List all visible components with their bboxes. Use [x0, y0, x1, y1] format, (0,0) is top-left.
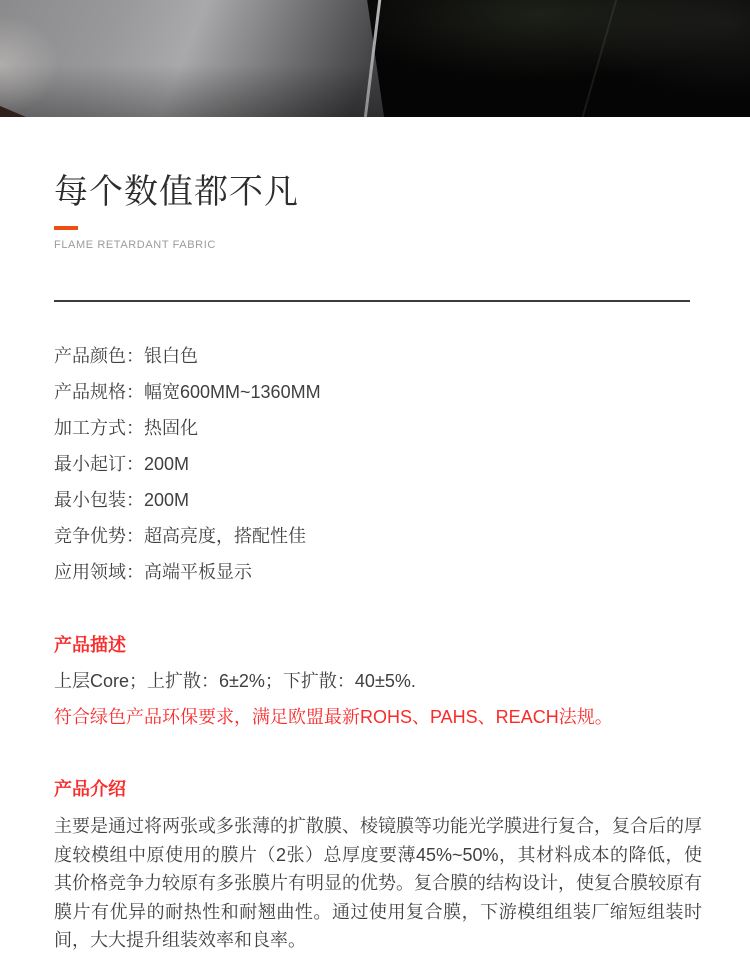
spec-label: 产品规格：: [54, 382, 144, 402]
product-detail-section: [0, 117, 750, 955]
spec-value: 200M: [144, 490, 190, 510]
section-divider: [54, 300, 690, 302]
introduction-heading: 产品介绍: [54, 779, 126, 799]
description-line-2: 符合绿色产品环保要求，满足欧盟最新ROHS、PAHS、REACH法规。: [54, 707, 613, 727]
spec-label: 应用领域：: [54, 562, 144, 582]
spec-list: [54, 338, 702, 590]
product-photo: [0, 0, 750, 117]
spec-row: [54, 410, 702, 446]
spec-label: 加工方式：: [54, 418, 144, 438]
spec-label: 最小起订：: [54, 454, 144, 474]
spec-label: 最小包装：: [54, 490, 144, 510]
spec-value: 200M: [144, 454, 190, 474]
spec-value: 高端平板显示: [144, 562, 252, 582]
spec-row: [54, 482, 702, 518]
spec-row: [54, 554, 702, 590]
spec-value: 银白色: [144, 346, 198, 366]
spec-row: [54, 374, 702, 410]
spec-label: 竞争优势：: [54, 526, 144, 546]
spec-value: 热固化: [144, 418, 198, 438]
description-heading: 产品描述: [54, 635, 126, 655]
spec-row: [54, 338, 702, 374]
page-subtitle: FLAME RETARDANT FABRIC: [54, 239, 216, 251]
spec-value: 超高亮度，搭配性佳: [144, 526, 306, 546]
photo-film-sheet: [0, 0, 384, 117]
title-accent-dash: [54, 226, 78, 230]
spec-row: [54, 446, 702, 482]
page-title: 每个数值都不凡: [54, 173, 299, 211]
spec-value: 幅宽600MM~1360MM: [144, 382, 321, 402]
spec-label: 产品颜色：: [54, 346, 144, 366]
spec-row: [54, 518, 702, 554]
description-line-1: 上层Core；上扩散：6±2%；下扩散：40±5%.: [54, 671, 416, 691]
introduction-paragraph: 主要是通过将两张或多张薄的扩散膜、棱镜膜等功能光学膜进行复合，复合后的厚度较模组中原使用的膜片（2张）总厚度要薄45%~50%，其材料成本的降低，使其价格竞争力较原有多张膜片有明显的优势。复合膜的结构设计，使复合膜较原有膜片有优异的耐热性和耐翘曲性。通过使用复合膜，下游模组组装厂缩短组装时间，大大提升组装效率和良率。: [54, 816, 702, 950]
